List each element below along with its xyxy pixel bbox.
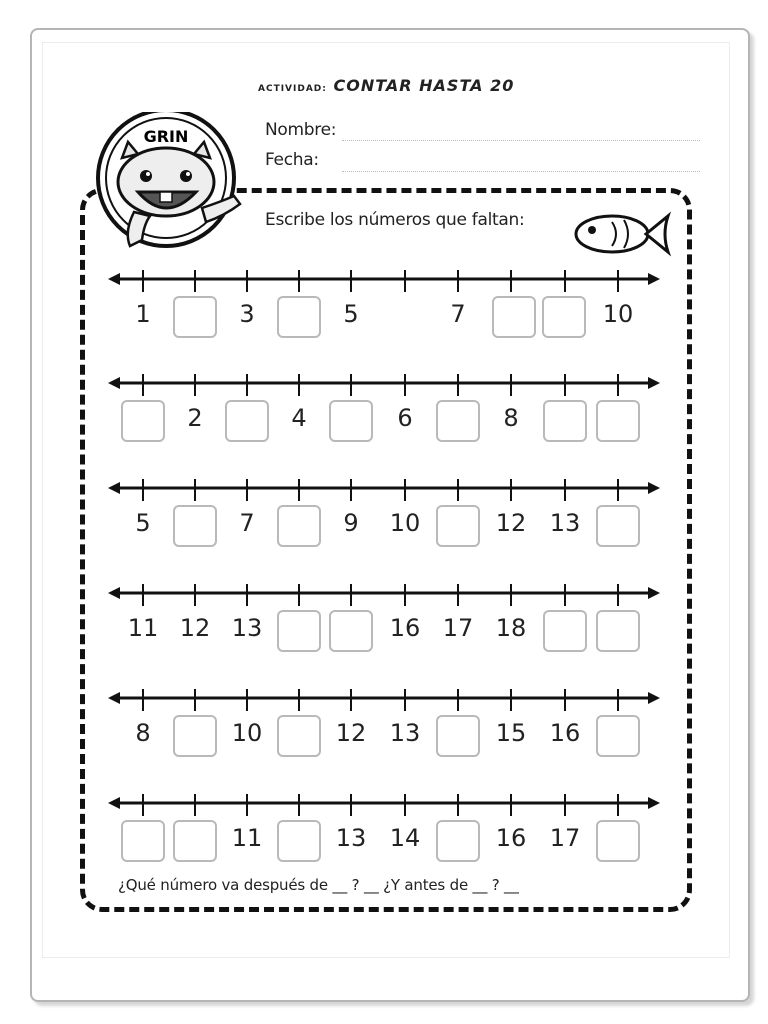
question-text: ¿Qué número va después de __ ? __ ¿Y antes de __ ? __ (118, 876, 519, 894)
left-arrow-icon (108, 797, 120, 809)
line-number: 2 (187, 404, 203, 432)
line-number: 13 (335, 824, 367, 852)
line-number: 14 (389, 824, 421, 852)
right-arrow-icon (648, 377, 660, 389)
answer-box[interactable] (329, 400, 373, 442)
answer-box[interactable] (436, 505, 480, 547)
name-label: Nombre: (265, 120, 337, 140)
answer-box[interactable] (173, 505, 217, 547)
line-number: 18 (495, 614, 527, 642)
line-number: 5 (135, 509, 151, 537)
left-arrow-icon (108, 482, 120, 494)
line-number: 16 (389, 614, 421, 642)
fish-icon (568, 206, 676, 266)
answer-box[interactable] (121, 820, 165, 862)
line-number: 16 (495, 824, 527, 852)
line-number: 1 (135, 300, 151, 328)
left-arrow-icon (108, 377, 120, 389)
answer-box[interactable] (277, 715, 321, 757)
activity-label: ACTIVIDAD: (258, 84, 327, 94)
mascot-grin-icon (94, 112, 246, 258)
answer-box[interactable] (277, 820, 321, 862)
answer-box[interactable] (596, 820, 640, 862)
date-field[interactable] (342, 171, 700, 172)
line-number: 12 (495, 509, 527, 537)
line-number: 15 (495, 719, 527, 747)
right-arrow-icon (648, 482, 660, 494)
answer-box[interactable] (596, 400, 640, 442)
answer-box[interactable] (173, 715, 217, 757)
answer-box[interactable] (225, 400, 269, 442)
line-number: 9 (343, 509, 359, 537)
answer-box[interactable] (436, 820, 480, 862)
answer-box[interactable] (596, 715, 640, 757)
answer-box[interactable] (542, 296, 586, 338)
line-number: 8 (503, 404, 519, 432)
answer-box[interactable] (277, 296, 321, 338)
answer-box[interactable] (329, 610, 373, 652)
left-arrow-icon (108, 587, 120, 599)
date-label: Fecha: (265, 150, 319, 170)
answer-box[interactable] (492, 296, 536, 338)
answer-box[interactable] (436, 715, 480, 757)
instruction-text: Escribe los números que faltan: (265, 210, 525, 230)
mascot-name: GRIN (143, 127, 189, 146)
answer-box[interactable] (173, 820, 217, 862)
line-number: 3 (239, 300, 255, 328)
line-number: 11 (231, 824, 263, 852)
answer-box[interactable] (543, 610, 587, 652)
answer-box[interactable] (277, 610, 321, 652)
line-number: 17 (549, 824, 581, 852)
answer-box[interactable] (543, 400, 587, 442)
line-number: 10 (231, 719, 263, 747)
answer-box[interactable] (173, 296, 217, 338)
line-number: 7 (239, 509, 255, 537)
line-number: 16 (549, 719, 581, 747)
line-number: 10 (389, 509, 421, 537)
line-number: 13 (389, 719, 421, 747)
activity-name: CONTAR HASTA 20 (333, 76, 515, 95)
answer-box[interactable] (277, 505, 321, 547)
line-number: 12 (179, 614, 211, 642)
left-arrow-icon (108, 692, 120, 704)
line-number: 6 (397, 404, 413, 432)
right-arrow-icon (648, 692, 660, 704)
line-number: 7 (450, 300, 466, 328)
answer-box[interactable] (596, 610, 640, 652)
name-field[interactable] (342, 140, 700, 141)
right-arrow-icon (648, 587, 660, 599)
line-number: 13 (549, 509, 581, 537)
right-arrow-icon (648, 273, 660, 285)
line-number: 17 (442, 614, 474, 642)
left-arrow-icon (108, 273, 120, 285)
line-number: 13 (231, 614, 263, 642)
line-number: 10 (602, 300, 634, 328)
line-number: 11 (127, 614, 159, 642)
activity-title (258, 76, 514, 95)
line-number: 8 (135, 719, 151, 747)
line-number: 12 (335, 719, 367, 747)
line-number: 4 (291, 404, 307, 432)
answer-box[interactable] (596, 505, 640, 547)
answer-box[interactable] (436, 400, 480, 442)
right-arrow-icon (648, 797, 660, 809)
answer-box[interactable] (121, 400, 165, 442)
line-number: 5 (343, 300, 359, 328)
